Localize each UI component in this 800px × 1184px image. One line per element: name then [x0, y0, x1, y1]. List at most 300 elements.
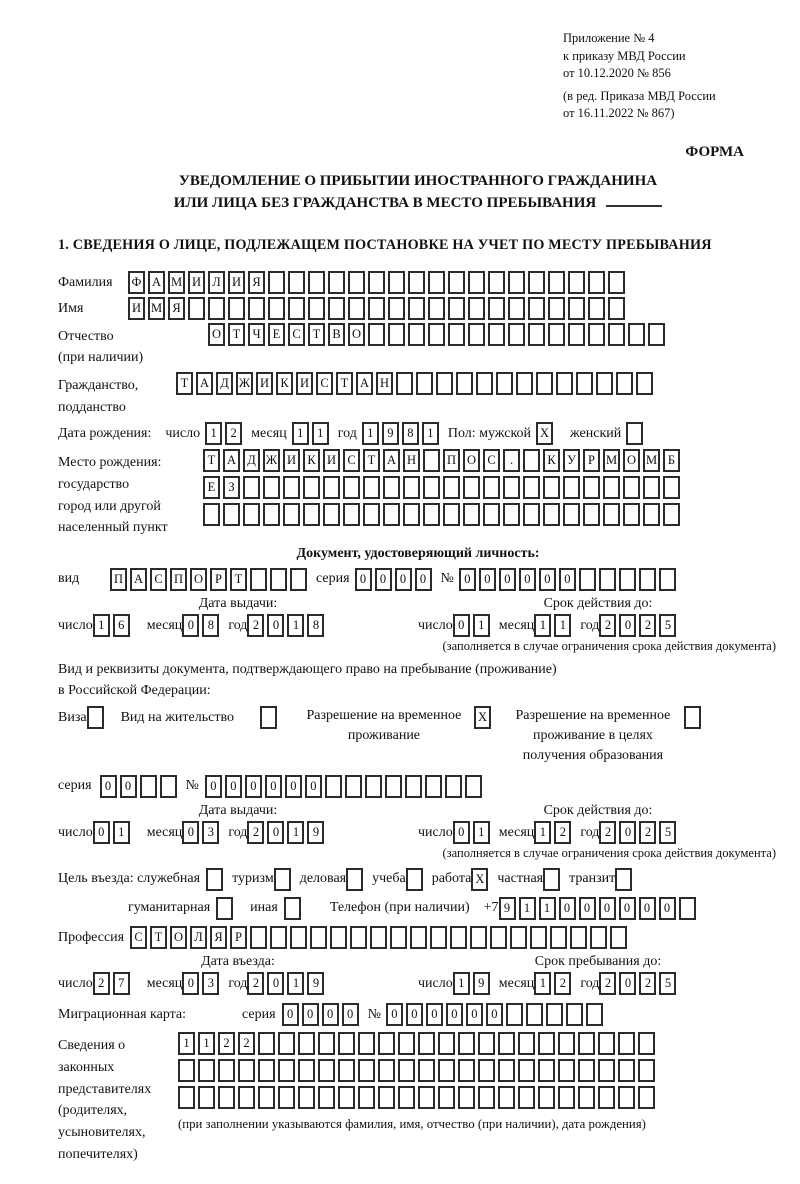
- char-box[interactable]: 0: [619, 614, 636, 637]
- char-box[interactable]: [623, 503, 640, 526]
- char-box[interactable]: 9: [307, 972, 324, 995]
- char-box[interactable]: И: [228, 271, 245, 294]
- char-box[interactable]: [445, 775, 462, 798]
- char-box[interactable]: [468, 271, 485, 294]
- char-box[interactable]: [248, 297, 265, 320]
- char-box[interactable]: [368, 271, 385, 294]
- char-box[interactable]: 0: [267, 972, 284, 995]
- char-box[interactable]: [290, 926, 307, 949]
- char-box[interactable]: 0: [285, 775, 302, 798]
- char-box[interactable]: 1: [453, 972, 470, 995]
- char-box[interactable]: [448, 271, 465, 294]
- char-box[interactable]: [636, 372, 653, 395]
- char-box[interactable]: [510, 926, 527, 949]
- char-box[interactable]: 0: [375, 568, 392, 591]
- char-box[interactable]: 1: [473, 821, 490, 844]
- char-box[interactable]: 0: [619, 972, 636, 995]
- char-box[interactable]: [308, 271, 325, 294]
- char-box[interactable]: [523, 476, 540, 499]
- char-box[interactable]: 7: [113, 972, 130, 995]
- char-box[interactable]: [490, 926, 507, 949]
- char-box[interactable]: [528, 323, 545, 346]
- char-box[interactable]: М: [643, 449, 660, 472]
- purpose-official-checkbox[interactable]: [206, 868, 226, 891]
- char-box[interactable]: [588, 323, 605, 346]
- char-box[interactable]: [283, 476, 300, 499]
- char-box[interactable]: [418, 1086, 435, 1109]
- char-box[interactable]: [558, 1059, 575, 1082]
- char-box[interactable]: Ж: [236, 372, 253, 395]
- char-box[interactable]: [278, 1086, 295, 1109]
- char-box[interactable]: [178, 1086, 195, 1109]
- char-box[interactable]: [558, 1086, 575, 1109]
- char-box[interactable]: 1: [198, 1032, 215, 1055]
- char-box[interactable]: [578, 1086, 595, 1109]
- char-box[interactable]: [498, 1059, 515, 1082]
- char-box[interactable]: [398, 1059, 415, 1082]
- char-box[interactable]: [470, 926, 487, 949]
- char-box[interactable]: [346, 868, 363, 891]
- char-box[interactable]: X: [474, 706, 491, 729]
- char-box[interactable]: О: [623, 449, 640, 472]
- char-box[interactable]: [518, 1086, 535, 1109]
- char-box[interactable]: 2: [599, 614, 616, 637]
- char-box[interactable]: [618, 1086, 635, 1109]
- char-box[interactable]: [363, 503, 380, 526]
- char-box[interactable]: С: [130, 926, 147, 949]
- char-box[interactable]: [308, 297, 325, 320]
- char-box[interactable]: 2: [599, 972, 616, 995]
- char-box[interactable]: 0: [305, 775, 322, 798]
- char-box[interactable]: [383, 503, 400, 526]
- char-box[interactable]: 2: [554, 821, 571, 844]
- char-box[interactable]: [588, 297, 605, 320]
- char-box[interactable]: [423, 449, 440, 472]
- char-box[interactable]: [260, 706, 277, 729]
- char-box[interactable]: 1: [113, 821, 130, 844]
- char-box[interactable]: [385, 775, 402, 798]
- char-box[interactable]: [298, 1059, 315, 1082]
- char-box[interactable]: [243, 476, 260, 499]
- char-box[interactable]: [478, 1059, 495, 1082]
- char-box[interactable]: 1: [539, 897, 556, 920]
- char-box[interactable]: М: [168, 271, 185, 294]
- char-box[interactable]: 0: [486, 1003, 503, 1026]
- char-box[interactable]: Е: [203, 476, 220, 499]
- char-box[interactable]: 9: [473, 972, 490, 995]
- char-box[interactable]: О: [208, 323, 225, 346]
- char-box[interactable]: [438, 1059, 455, 1082]
- char-box[interactable]: [615, 868, 632, 891]
- char-box[interactable]: [679, 897, 696, 920]
- char-box[interactable]: [566, 1003, 583, 1026]
- char-box[interactable]: 1: [534, 614, 551, 637]
- char-box[interactable]: 8: [402, 422, 419, 445]
- char-box[interactable]: Т: [150, 926, 167, 949]
- char-box[interactable]: 0: [182, 614, 199, 637]
- char-box[interactable]: [410, 926, 427, 949]
- char-box[interactable]: 1: [93, 614, 110, 637]
- char-box[interactable]: [648, 323, 665, 346]
- char-box[interactable]: [428, 271, 445, 294]
- char-box[interactable]: [443, 476, 460, 499]
- char-box[interactable]: Л: [190, 926, 207, 949]
- char-box[interactable]: Я: [210, 926, 227, 949]
- char-box[interactable]: [338, 1059, 355, 1082]
- char-box[interactable]: К: [543, 449, 560, 472]
- char-box[interactable]: [599, 568, 616, 591]
- char-box[interactable]: 0: [120, 775, 137, 798]
- char-box[interactable]: И: [296, 372, 313, 395]
- char-box[interactable]: Н: [403, 449, 420, 472]
- char-box[interactable]: 5: [659, 821, 676, 844]
- char-box[interactable]: А: [130, 568, 147, 591]
- char-box[interactable]: [618, 1059, 635, 1082]
- char-box[interactable]: [576, 372, 593, 395]
- char-box[interactable]: 0: [479, 568, 496, 591]
- char-box[interactable]: [448, 323, 465, 346]
- char-box[interactable]: [348, 297, 365, 320]
- char-box[interactable]: [388, 297, 405, 320]
- char-box[interactable]: 2: [639, 614, 656, 637]
- char-box[interactable]: .: [503, 449, 520, 472]
- char-box[interactable]: [408, 323, 425, 346]
- char-box[interactable]: [223, 503, 240, 526]
- char-box[interactable]: [338, 1086, 355, 1109]
- char-box[interactable]: [268, 297, 285, 320]
- char-box[interactable]: К: [303, 449, 320, 472]
- char-box[interactable]: 0: [466, 1003, 483, 1026]
- char-box[interactable]: [619, 568, 636, 591]
- char-box[interactable]: [318, 1032, 335, 1055]
- char-box[interactable]: 2: [639, 972, 656, 995]
- char-box[interactable]: Т: [176, 372, 193, 395]
- char-box[interactable]: С: [150, 568, 167, 591]
- char-box[interactable]: Н: [376, 372, 393, 395]
- char-box[interactable]: [378, 1032, 395, 1055]
- char-box[interactable]: [638, 1059, 655, 1082]
- char-box[interactable]: [283, 503, 300, 526]
- char-box[interactable]: [416, 372, 433, 395]
- char-box[interactable]: [325, 775, 342, 798]
- char-box[interactable]: [328, 271, 345, 294]
- char-box[interactable]: 0: [579, 897, 596, 920]
- char-box[interactable]: А: [148, 271, 165, 294]
- char-box[interactable]: [388, 323, 405, 346]
- char-box[interactable]: [508, 271, 525, 294]
- char-box[interactable]: [188, 297, 205, 320]
- char-box[interactable]: [538, 1032, 555, 1055]
- char-box[interactable]: [425, 775, 442, 798]
- char-box[interactable]: П: [110, 568, 127, 591]
- char-box[interactable]: 0: [93, 821, 110, 844]
- char-box[interactable]: И: [188, 271, 205, 294]
- purpose-business-checkbox[interactable]: [346, 868, 366, 891]
- char-box[interactable]: Е: [268, 323, 285, 346]
- char-box[interactable]: [198, 1086, 215, 1109]
- char-box[interactable]: 8: [202, 614, 219, 637]
- char-box[interactable]: [250, 568, 267, 591]
- char-box[interactable]: [383, 476, 400, 499]
- char-box[interactable]: [438, 1032, 455, 1055]
- char-box[interactable]: [406, 868, 423, 891]
- char-box[interactable]: [206, 868, 223, 891]
- char-box[interactable]: [586, 1003, 603, 1026]
- temp-permit-checkbox[interactable]: [474, 706, 494, 729]
- char-box[interactable]: 2: [639, 821, 656, 844]
- char-box[interactable]: [518, 1059, 535, 1082]
- char-box[interactable]: [343, 503, 360, 526]
- char-box[interactable]: 2: [225, 422, 242, 445]
- char-box[interactable]: 0: [182, 821, 199, 844]
- char-box[interactable]: [398, 1032, 415, 1055]
- char-box[interactable]: О: [190, 568, 207, 591]
- char-box[interactable]: [290, 568, 307, 591]
- char-box[interactable]: [423, 503, 440, 526]
- char-box[interactable]: [388, 271, 405, 294]
- char-box[interactable]: 0: [619, 897, 636, 920]
- char-box[interactable]: [623, 476, 640, 499]
- char-box[interactable]: [378, 1059, 395, 1082]
- char-box[interactable]: С: [483, 449, 500, 472]
- visa-checkbox[interactable]: [87, 706, 107, 729]
- char-box[interactable]: 1: [287, 972, 304, 995]
- char-box[interactable]: 9: [499, 897, 516, 920]
- char-box[interactable]: 0: [205, 775, 222, 798]
- char-box[interactable]: П: [443, 449, 460, 472]
- char-box[interactable]: [216, 897, 233, 920]
- char-box[interactable]: [538, 1086, 555, 1109]
- char-box[interactable]: [368, 297, 385, 320]
- char-box[interactable]: [598, 1032, 615, 1055]
- char-box[interactable]: [503, 503, 520, 526]
- char-box[interactable]: [496, 372, 513, 395]
- char-box[interactable]: [458, 1059, 475, 1082]
- char-box[interactable]: [218, 1086, 235, 1109]
- char-box[interactable]: [228, 297, 245, 320]
- char-box[interactable]: [274, 868, 291, 891]
- char-box[interactable]: [638, 1086, 655, 1109]
- purpose-study-checkbox[interactable]: [406, 868, 426, 891]
- char-box[interactable]: [478, 1086, 495, 1109]
- char-box[interactable]: [403, 503, 420, 526]
- char-box[interactable]: [238, 1059, 255, 1082]
- char-box[interactable]: [258, 1059, 275, 1082]
- char-box[interactable]: [518, 1032, 535, 1055]
- char-box[interactable]: [318, 1086, 335, 1109]
- char-box[interactable]: [663, 476, 680, 499]
- char-box[interactable]: [503, 476, 520, 499]
- char-box[interactable]: [583, 476, 600, 499]
- char-box[interactable]: [508, 323, 525, 346]
- char-box[interactable]: [508, 297, 525, 320]
- char-box[interactable]: [423, 476, 440, 499]
- char-box[interactable]: [596, 372, 613, 395]
- char-box[interactable]: [160, 775, 177, 798]
- char-box[interactable]: [588, 271, 605, 294]
- char-box[interactable]: Т: [228, 323, 245, 346]
- char-box[interactable]: 6: [113, 614, 130, 637]
- char-box[interactable]: Т: [336, 372, 353, 395]
- char-box[interactable]: [579, 568, 596, 591]
- char-box[interactable]: [506, 1003, 523, 1026]
- char-box[interactable]: [583, 503, 600, 526]
- char-box[interactable]: Т: [203, 449, 220, 472]
- char-box[interactable]: 5: [659, 972, 676, 995]
- char-box[interactable]: [526, 1003, 543, 1026]
- char-box[interactable]: [358, 1059, 375, 1082]
- char-box[interactable]: [403, 476, 420, 499]
- char-box[interactable]: Д: [216, 372, 233, 395]
- char-box[interactable]: [488, 271, 505, 294]
- char-box[interactable]: [590, 926, 607, 949]
- char-box[interactable]: С: [288, 323, 305, 346]
- char-box[interactable]: [528, 271, 545, 294]
- char-box[interactable]: [140, 775, 157, 798]
- char-box[interactable]: [303, 476, 320, 499]
- char-box[interactable]: [238, 1086, 255, 1109]
- char-box[interactable]: [478, 1032, 495, 1055]
- char-box[interactable]: 0: [499, 568, 516, 591]
- char-box[interactable]: [270, 568, 287, 591]
- char-box[interactable]: Р: [583, 449, 600, 472]
- char-box[interactable]: [530, 926, 547, 949]
- char-box[interactable]: 0: [267, 614, 284, 637]
- char-box[interactable]: 0: [619, 821, 636, 844]
- char-box[interactable]: 1: [422, 422, 439, 445]
- char-box[interactable]: [483, 476, 500, 499]
- char-box[interactable]: К: [276, 372, 293, 395]
- char-box[interactable]: [536, 372, 553, 395]
- char-box[interactable]: [568, 271, 585, 294]
- char-box[interactable]: [288, 297, 305, 320]
- char-box[interactable]: [390, 926, 407, 949]
- char-box[interactable]: 1: [287, 821, 304, 844]
- char-box[interactable]: 5: [659, 614, 676, 637]
- char-box[interactable]: 0: [100, 775, 117, 798]
- char-box[interactable]: [258, 1086, 275, 1109]
- char-box[interactable]: Ч: [248, 323, 265, 346]
- char-box[interactable]: [378, 1086, 395, 1109]
- char-box[interactable]: Я: [248, 271, 265, 294]
- char-box[interactable]: 1: [287, 614, 304, 637]
- char-box[interactable]: [448, 297, 465, 320]
- char-box[interactable]: С: [316, 372, 333, 395]
- char-box[interactable]: 2: [218, 1032, 235, 1055]
- char-box[interactable]: [328, 297, 345, 320]
- char-box[interactable]: 9: [382, 422, 399, 445]
- char-box[interactable]: [303, 503, 320, 526]
- char-box[interactable]: [348, 271, 365, 294]
- char-box[interactable]: [438, 1086, 455, 1109]
- char-box[interactable]: 0: [355, 568, 372, 591]
- char-box[interactable]: А: [356, 372, 373, 395]
- char-box[interactable]: [608, 297, 625, 320]
- char-box[interactable]: И: [128, 297, 145, 320]
- char-box[interactable]: [570, 926, 587, 949]
- char-box[interactable]: А: [196, 372, 213, 395]
- char-box[interactable]: [663, 503, 680, 526]
- char-box[interactable]: 0: [599, 897, 616, 920]
- char-box[interactable]: 0: [265, 775, 282, 798]
- char-box[interactable]: [463, 476, 480, 499]
- char-box[interactable]: [428, 297, 445, 320]
- char-box[interactable]: 0: [559, 897, 576, 920]
- char-box[interactable]: [498, 1086, 515, 1109]
- char-box[interactable]: 1: [554, 614, 571, 637]
- edu-permit-checkbox[interactable]: [684, 706, 704, 729]
- char-box[interactable]: [270, 926, 287, 949]
- char-box[interactable]: [363, 476, 380, 499]
- char-box[interactable]: [488, 323, 505, 346]
- char-box[interactable]: [318, 1059, 335, 1082]
- char-box[interactable]: [370, 926, 387, 949]
- char-box[interactable]: З: [223, 476, 240, 499]
- char-box[interactable]: 0: [267, 821, 284, 844]
- char-box[interactable]: [568, 297, 585, 320]
- char-box[interactable]: 2: [247, 972, 264, 995]
- char-box[interactable]: [310, 926, 327, 949]
- char-box[interactable]: С: [343, 449, 360, 472]
- char-box[interactable]: [638, 1032, 655, 1055]
- char-box[interactable]: Д: [243, 449, 260, 472]
- char-box[interactable]: [428, 323, 445, 346]
- char-box[interactable]: [556, 372, 573, 395]
- char-box[interactable]: 0: [302, 1003, 319, 1026]
- char-box[interactable]: [458, 1086, 475, 1109]
- char-box[interactable]: 2: [238, 1032, 255, 1055]
- char-box[interactable]: [468, 297, 485, 320]
- char-box[interactable]: [468, 323, 485, 346]
- char-box[interactable]: [465, 775, 482, 798]
- char-box[interactable]: [365, 775, 382, 798]
- char-box[interactable]: Л: [208, 271, 225, 294]
- char-box[interactable]: [639, 568, 656, 591]
- char-box[interactable]: М: [603, 449, 620, 472]
- char-box[interactable]: [263, 476, 280, 499]
- char-box[interactable]: [330, 926, 347, 949]
- char-box[interactable]: 1: [312, 422, 329, 445]
- char-box[interactable]: [568, 323, 585, 346]
- residence-permit-checkbox[interactable]: [260, 706, 280, 729]
- char-box[interactable]: [488, 297, 505, 320]
- char-box[interactable]: [483, 503, 500, 526]
- char-box[interactable]: Т: [230, 568, 247, 591]
- char-box[interactable]: Р: [230, 926, 247, 949]
- char-box[interactable]: 0: [659, 897, 676, 920]
- char-box[interactable]: [208, 297, 225, 320]
- purpose-transit-checkbox[interactable]: [615, 868, 635, 891]
- char-box[interactable]: [288, 271, 305, 294]
- char-box[interactable]: [603, 476, 620, 499]
- char-box[interactable]: [558, 1032, 575, 1055]
- char-box[interactable]: [528, 297, 545, 320]
- purpose-humanitarian-checkbox[interactable]: [216, 897, 236, 920]
- char-box[interactable]: [298, 1086, 315, 1109]
- char-box[interactable]: [608, 323, 625, 346]
- char-box[interactable]: 2: [599, 821, 616, 844]
- char-box[interactable]: [546, 1003, 563, 1026]
- char-box[interactable]: [608, 271, 625, 294]
- char-box[interactable]: [443, 503, 460, 526]
- char-box[interactable]: 1: [473, 614, 490, 637]
- char-box[interactable]: 1: [519, 897, 536, 920]
- char-box[interactable]: [684, 706, 701, 729]
- char-box[interactable]: Ж: [263, 449, 280, 472]
- char-box[interactable]: 0: [426, 1003, 443, 1026]
- char-box[interactable]: [436, 372, 453, 395]
- char-box[interactable]: 0: [459, 568, 476, 591]
